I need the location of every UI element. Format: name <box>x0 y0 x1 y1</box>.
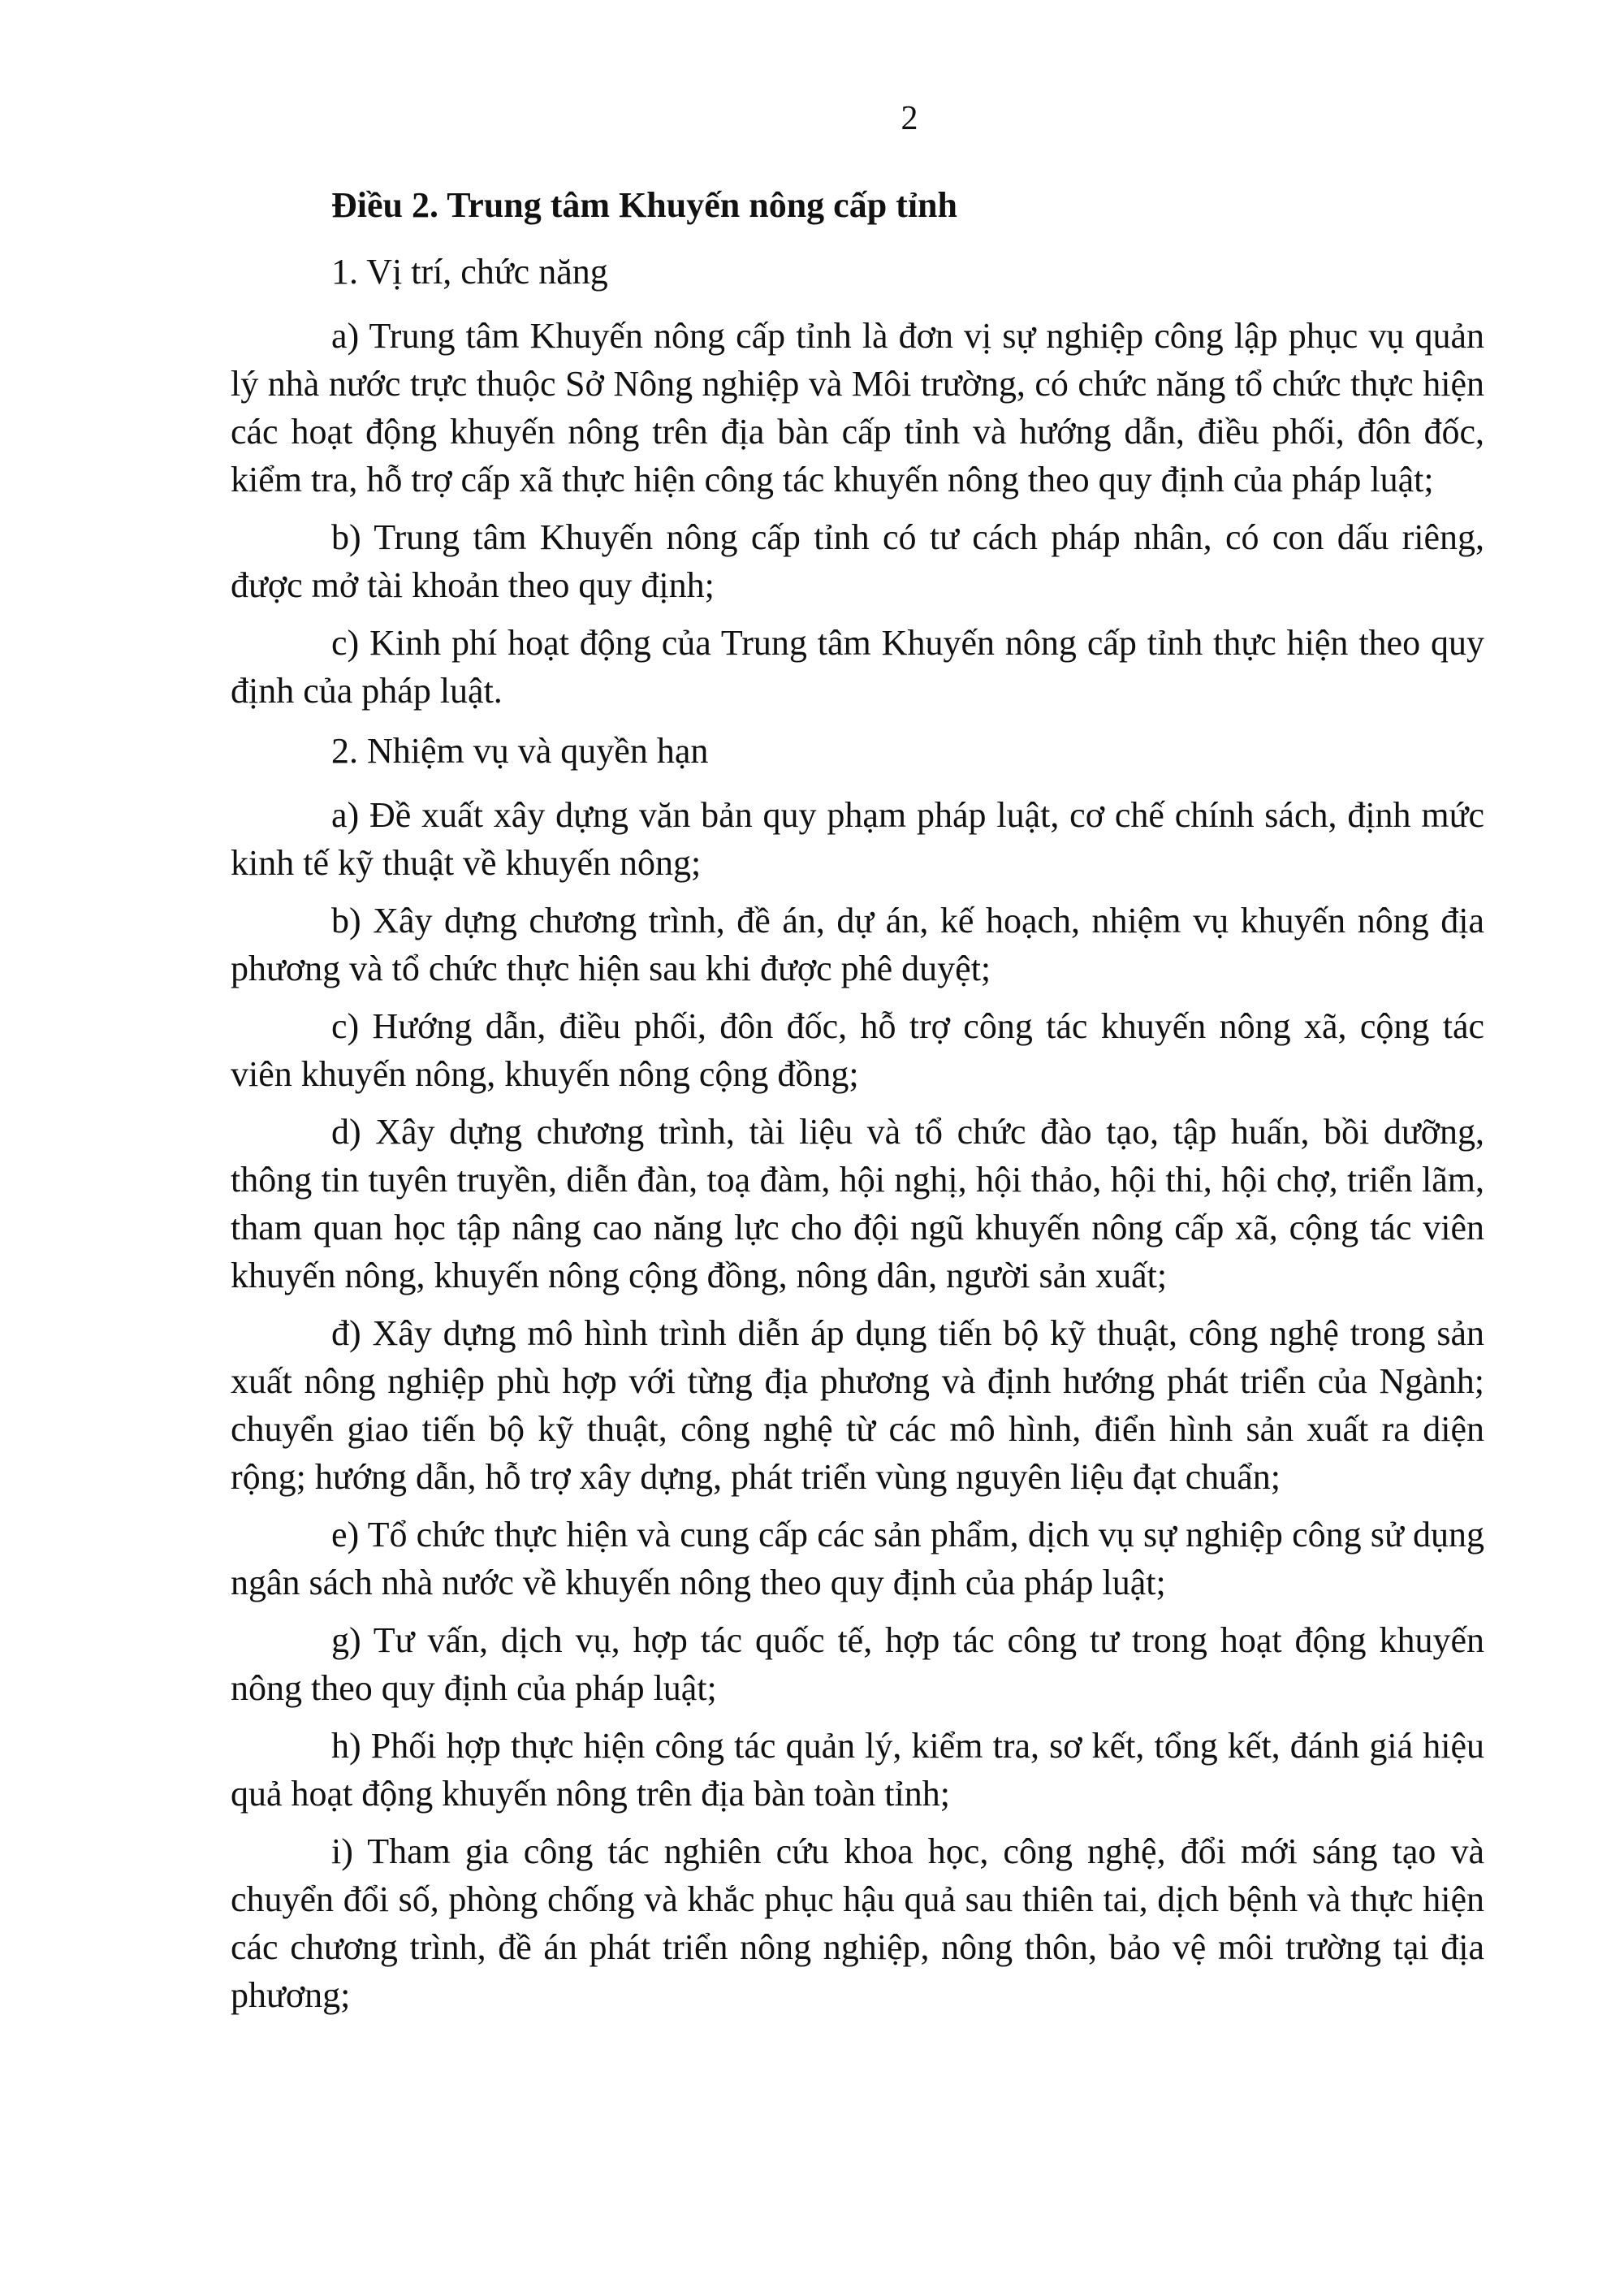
section-1-item-c: c) Kinh phí hoạt động của Trung tâm Khuyến nông cấp tỉnh thực hiện theo quy định của pháp luật. <box>231 623 1484 711</box>
document-content <box>231 179 1484 2029</box>
page-number: 2 <box>901 100 918 137</box>
article-title: Điều 2. Trung tâm Khuyến nông cấp tỉnh <box>331 185 957 225</box>
section-2-item-a: a) Đề xuất xây dựng văn bản quy phạm pháp luật, cơ chế chính sách, định mức kinh tế kỹ thuật về khuyến nông; <box>231 795 1484 883</box>
section-2-item-d: d) Xây dựng chương trình, tài liệu và tổ chức đào tạo, tập huấn, bồi dưỡng, thông tin tuyên truyền, diễn đàn, toạ đàm, hội nghị, hội thảo, hội thi, hội chợ, triển lãm, tham quan học tập nâng cao năng lực cho đội ngũ khuyến nông cấp xã, cộng tác viên khuyến nông, khuyến nông cộng đồng, nông dân, người sản xuất; <box>231 1112 1484 1295</box>
section-1-item-b: b) Trung tâm Khuyến nông cấp tỉnh có tư cách pháp nhân, có con dấu riêng, được mở tài khoản theo quy định; <box>231 517 1484 605</box>
section-2-item-dd: đ) Xây dựng mô hình trình diễn áp dụng tiến bộ kỹ thuật, công nghệ trong sản xuất nông nghiệp phù hợp với từng địa phương và định hướng phát triển của Ngành; chuyển giao tiến bộ kỹ thuật, công nghệ từ các mô hình, điển hình sản xuất ra diện rộng; hướng dẫn, hỗ trợ xây dựng, phát triển vùng nguyên liệu đạt chuẩn; <box>231 1313 1484 1497</box>
section-2-item-e: e) Tổ chức thực hiện và cung cấp các sản phẩm, dịch vụ sự nghiệp công sử dụng ngân sách nhà nước về khuyến nông theo quy định của pháp luật; <box>231 1515 1484 1602</box>
section-2-item-b: b) Xây dựng chương trình, đề án, dự án, kế hoạch, nhiệm vụ khuyến nông địa phương và tổ chức thực hiện sau khi được phê duyệt; <box>231 901 1484 988</box>
section-2-item-h: h) Phối hợp thực hiện công tác quản lý, kiểm tra, sơ kết, tổng kết, đánh giá hiệu quả hoạt động khuyến nông trên địa bàn toàn tỉnh; <box>231 1726 1484 1814</box>
section-2-item-i: i) Tham gia công tác nghiên cứu khoa học, công nghệ, đổi mới sáng tạo và chuyển đổi số, phòng chống và khắc phục hậu quả sau thiên tai, dịch bệnh và thực hiện các chương trình, đề án phát triển nông nghiệp, nông thôn, bảo vệ môi trường tại địa phương; <box>231 1831 1484 2015</box>
section-1-heading: 1. Vị trí, chức năng <box>331 252 608 292</box>
section-2-heading: 2. Nhiệm vụ và quyền hạn <box>331 731 709 771</box>
section-2-item-c: c) Hướng dẫn, điều phối, đôn đốc, hỗ trợ công tác khuyến nông xã, cộng tác viên khuyến nông, khuyến nông cộng đồng; <box>231 1006 1484 1094</box>
section-2-item-g: g) Tư vấn, dịch vụ, hợp tác quốc tế, hợp tác công tư trong hoạt động khuyến nông theo quy định của pháp luật; <box>231 1620 1484 1708</box>
section-1-item-a: a) Trung tâm Khuyến nông cấp tỉnh là đơn vị sự nghiệp công lập phục vụ quản lý nhà nước trực thuộc Sở Nông nghiệp và Môi trường, có chức năng tổ chức thực hiện các hoạt động khuyến nông trên địa bàn cấp tỉnh và hướng dẫn, điều phối, đôn đốc, kiểm tra, hỗ trợ cấp xã thực hiện công tác khuyến nông theo quy định của pháp luật; <box>231 316 1484 499</box>
